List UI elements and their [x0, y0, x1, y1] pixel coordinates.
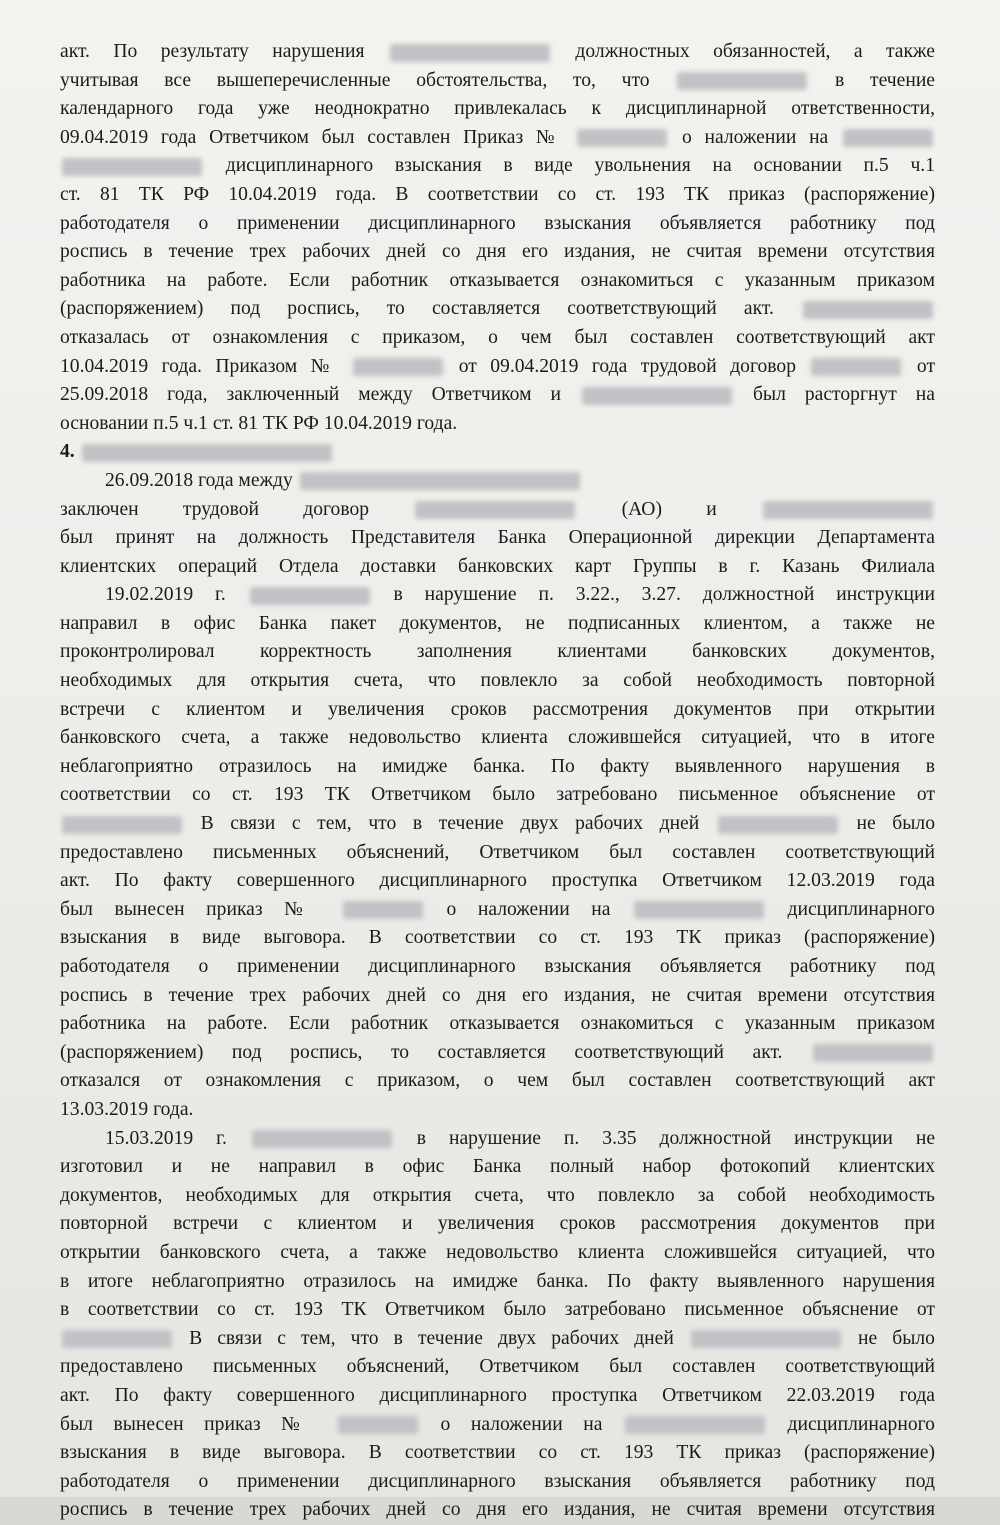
document-line — [60, 524, 935, 553]
redacted-name-block — [300, 472, 580, 490]
redacted-name-block — [843, 129, 933, 147]
redacted-name-block — [62, 1330, 172, 1348]
text-fragment: основании п.5 ч.1 ст. 81 ТК РФ 10.04.2019 года. — [60, 412, 458, 434]
text-fragment: (АО) и — [621, 498, 717, 520]
document-line — [60, 696, 935, 725]
text-fragment: В связи с тем, что в течение двух рабочих дней — [189, 1327, 674, 1349]
text-fragment: роспись в течение трех рабочих дней со дня его издания, не считая времени отсутствия — [60, 984, 935, 1006]
document-line — [60, 839, 935, 868]
text-fragment: взыскания в виде выговора. В соответствии со ст. 193 ТК приказ (распоряжение) — [60, 927, 935, 949]
text-fragment: 09.04.2019 года Ответчиком был составлен Приказ № — [60, 126, 563, 148]
text-fragment: клиентских операций Отдела доставки банковских карт Группы в г. Казань Филиала — [60, 555, 935, 577]
text-fragment: необходимых для открытия счета, что повлекло за собой необходимость повторной — [60, 670, 935, 692]
text-fragment: изготовил и не направил в офис Банка полный набор фотокопий клиентских — [60, 1156, 935, 1178]
document-line — [60, 724, 935, 753]
document-line — [60, 381, 935, 410]
document-line — [60, 124, 935, 153]
text-fragment: отказался от ознакомления с приказом, о чем был составлен соответствующий акт — [60, 1070, 935, 1092]
redacted-name-block — [718, 816, 838, 834]
text-fragment: о наложении на — [446, 898, 611, 920]
text-fragment: заключен трудовой договор — [60, 498, 370, 520]
document-line — [60, 924, 935, 953]
text-fragment: 15.03.2019 г. — [105, 1127, 227, 1149]
document-line — [60, 238, 935, 267]
text-fragment: в течение — [835, 69, 935, 91]
text-fragment: роспись в течение трех рабочих дней со дня его издания, не считая времени отсутствия — [60, 1499, 935, 1521]
document-line — [60, 181, 935, 210]
document-line — [60, 781, 935, 810]
text-fragment: направил в офис Банка пакет документов, не подписанных клиентом, а также не — [60, 612, 935, 634]
redacted-name-block — [577, 129, 667, 147]
document-line — [60, 1268, 935, 1297]
text-fragment: не было — [858, 1327, 935, 1349]
text-fragment: дисциплинарного взыскания в виде увольнения на основании п.5 ч.1 — [225, 155, 935, 177]
redacted-name-block — [582, 387, 732, 405]
document-line — [60, 553, 935, 582]
text-fragment: акт. По факту совершенного дисциплинарного проступка Ответчиком 22.03.2019 года — [60, 1384, 935, 1406]
text-fragment: соответствии со ст. 193 ТК Ответчиком было затребовано письменное объяснение от — [60, 784, 935, 806]
text-fragment: был расторгнут на — [752, 384, 935, 406]
document-line — [60, 638, 935, 667]
redacted-name-block — [803, 301, 933, 319]
text-fragment: повторной встречи с клиентом и увеличения сроков рассмотрения документов при — [60, 1213, 935, 1235]
text-fragment: в нарушение п. 3.35 должностной инструкции не — [416, 1127, 936, 1149]
document-line — [60, 753, 935, 782]
text-fragment: встречи с клиентом и увеличения сроков рассмотрения документов при открытии — [60, 698, 935, 720]
document-line — [60, 1153, 935, 1182]
text-fragment: взыскания в виде выговора. В соответствии со ст. 193 ТК приказ (распоряжение) — [60, 1442, 935, 1464]
redacted-name-block — [62, 816, 182, 834]
text-fragment: 25.09.2018 года, заключенный между Ответчиком и — [60, 384, 561, 406]
text-fragment: проконтролировал корректность заполнения клиентами банковских документов, — [60, 641, 935, 663]
document-line — [60, 1210, 935, 1239]
document-line — [60, 1096, 935, 1125]
document-line — [60, 581, 935, 610]
redacted-name-block — [691, 1330, 841, 1348]
text-fragment: документов, необходимых для открытия счета, что повлекло за собой необходимость — [60, 1184, 935, 1206]
text-fragment: неблагоприятно отразилось на имидже банка. По факту выявленного нарушения в — [60, 755, 935, 777]
redacted-name-block — [634, 901, 764, 919]
redacted-name-block — [62, 158, 202, 176]
document-line — [60, 438, 935, 467]
text-fragment: был принят на должность Представителя Банка Операционной дирекции Департамента — [60, 527, 935, 549]
text-fragment: банковского счета, а также недовольство клиента сложившейся ситуацией, что в итоге — [60, 727, 935, 749]
text-fragment: календарного года уже неоднократно привлекалась к дисциплинарной ответственности, — [60, 98, 935, 120]
redacted-name-block — [390, 44, 550, 62]
redacted-name-block — [250, 587, 370, 605]
text-fragment: не было — [856, 813, 936, 835]
text-fragment: предоставлено письменных объяснений, Ответчиком был составлен соответствующий — [60, 1356, 935, 1378]
document-line — [60, 267, 935, 296]
redacted-name-block — [625, 1416, 765, 1434]
redacted-name-block — [82, 444, 332, 462]
document-line — [60, 295, 935, 324]
text-fragment: 4. — [60, 441, 75, 463]
text-fragment: 13.03.2019 года. — [60, 1098, 194, 1120]
document-line — [60, 1411, 935, 1440]
redacted-name-block — [353, 358, 443, 376]
text-fragment: открытии банковского счета, а также недовольство клиента сложившейся ситуацией, что — [60, 1241, 935, 1263]
text-fragment: В связи с тем, что в течение двух рабочих дней — [200, 813, 700, 835]
document-line — [60, 610, 935, 639]
document-line — [60, 867, 935, 896]
document-line — [60, 1325, 935, 1354]
document-line — [60, 38, 935, 67]
redacted-name-block — [811, 358, 901, 376]
text-fragment: работодателя о применении дисциплинарного взыскания объявляется работнику под — [60, 212, 935, 234]
redacted-name-block — [763, 501, 933, 519]
document-line — [60, 1382, 935, 1411]
text-fragment: роспись в течение трех рабочих дней со дня его издания, не считая времени отсутствия — [60, 241, 935, 263]
document-line — [60, 152, 935, 181]
text-fragment: 19.02.2019 г. — [105, 584, 226, 606]
text-fragment: в нарушение п. 3.22., 3.27. должностной инструкции — [393, 584, 935, 606]
text-fragment: работодателя о применении дисциплинарного взыскания объявляется работнику под — [60, 1470, 935, 1492]
document-line — [60, 1010, 935, 1039]
text-fragment: в соответствии со ст. 193 ТК Ответчиком было затребовано письменное объяснение от — [60, 1299, 935, 1321]
text-fragment: 26.09.2018 года между — [105, 469, 293, 491]
text-fragment: в итоге неблагоприятно отразилось на имидже банка. По факту выявленного нарушения — [60, 1270, 935, 1292]
document-line — [60, 896, 935, 925]
document-line — [60, 810, 935, 839]
text-fragment: от 09.04.2019 года трудовой договор — [458, 355, 797, 377]
text-fragment: дисциплинарного — [787, 1413, 935, 1435]
redacted-name-block — [252, 1130, 392, 1148]
document-line — [60, 95, 935, 124]
document-line — [60, 1296, 935, 1325]
document-line — [60, 210, 935, 239]
text-fragment: был вынесен приказ № — [60, 898, 320, 920]
text-fragment: работодателя о применении дисциплинарного взыскания объявляется работнику под — [60, 956, 935, 977]
text-fragment: отказалась от ознакомления с приказом, о чем был составлен соответствующий акт — [60, 326, 935, 348]
text-fragment: от — [916, 355, 936, 377]
document-line — [60, 467, 935, 496]
text-fragment: (распоряжением) под роспись, то составляется соответствующий акт. — [60, 1041, 783, 1063]
text-fragment: должностных обязанностей, а также — [575, 41, 936, 62]
document-line — [60, 496, 935, 525]
document-line — [60, 1353, 935, 1382]
redacted-name-block — [415, 501, 575, 519]
document-line — [60, 667, 935, 696]
document-line — [60, 1468, 935, 1497]
text-fragment: был вынесен приказ № — [60, 1413, 316, 1435]
document-line — [60, 1182, 935, 1211]
text-fragment: предоставлено письменных объяснений, Ответчиком был составлен соответствующий — [60, 841, 935, 863]
document-line — [60, 953, 935, 982]
text-fragment: акт. По результату нарушения — [60, 41, 365, 62]
document-line — [60, 1067, 935, 1096]
document-line — [60, 982, 935, 1011]
document-line — [60, 1039, 935, 1068]
redacted-name-block — [677, 72, 807, 90]
text-fragment: учитывая все вышеперечисленные обстоятельства, то, что — [60, 69, 650, 91]
document-line — [60, 1239, 935, 1268]
text-fragment: ст. 81 ТК РФ 10.04.2019 года. В соответствии со ст. 193 ТК приказ (распоряжение) — [60, 183, 935, 205]
redacted-name-block — [338, 1416, 418, 1434]
text-fragment: дисциплинарного — [787, 898, 935, 920]
text-fragment: акт. По факту совершенного дисциплинарного проступка Ответчиком 12.03.2019 года — [60, 870, 935, 892]
document-line — [60, 324, 935, 353]
redacted-name-block — [813, 1044, 933, 1062]
document-line — [60, 353, 935, 382]
document-line — [60, 410, 935, 439]
text-fragment: о наложении на — [440, 1413, 603, 1435]
document-line — [60, 1125, 935, 1154]
document-line — [60, 1496, 935, 1525]
text-fragment: (распоряжением) под роспись, то составляется соответствующий акт. — [60, 298, 774, 320]
text-fragment: работника на работе. Если работник отказывается ознакомиться с указанным приказом — [60, 269, 935, 291]
document-line — [60, 1439, 935, 1468]
document-line — [60, 67, 935, 96]
text-fragment: 10.04.2019 года. Приказом № — [60, 355, 338, 377]
text-fragment: о наложении на — [681, 126, 829, 148]
document-body — [60, 38, 935, 1525]
redacted-name-block — [343, 901, 423, 919]
text-fragment: работника на работе. Если работник отказывается ознакомиться с указанным приказом — [60, 1013, 935, 1035]
